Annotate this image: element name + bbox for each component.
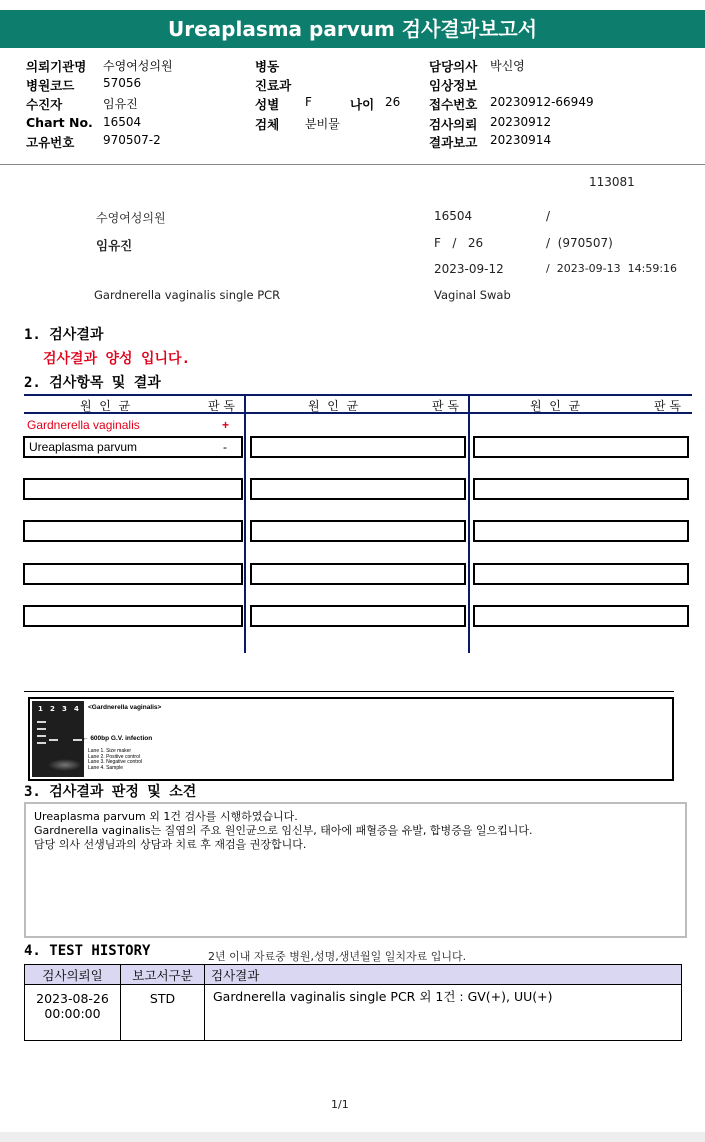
- empty-result-box: [23, 605, 243, 627]
- empty-result-box: [23, 478, 243, 500]
- info-value-institution: 수영여성의원: [103, 59, 173, 73]
- info-value-age: 26: [385, 95, 401, 109]
- info-label-age: 나이: [350, 97, 375, 112]
- empty-result-box: [473, 563, 689, 585]
- meta-birth: / (970507): [546, 236, 613, 250]
- history-date: 2023-08-26: [36, 991, 109, 1006]
- info-label-department: 진료과: [255, 78, 292, 93]
- report-title: Ureaplasma parvum 검사결과보고서: [0, 10, 705, 48]
- gel-electrophoresis-panel: [28, 697, 674, 781]
- result-row-ureaplasma: [23, 436, 243, 458]
- meta-date-request: 2023-09-12: [434, 262, 504, 276]
- result-judge: -: [223, 440, 227, 454]
- info-value-patient: 임유진: [103, 97, 138, 111]
- results-col-divider-2: [468, 394, 470, 653]
- history-result: Gardnerella vaginalis single PCR 외 1건 : GV(+), UU(+): [205, 985, 682, 1041]
- gel-top-line: [24, 691, 674, 692]
- col-header-pathogen-2: 원 인 균: [308, 399, 359, 413]
- page-number: 1/1: [331, 1098, 349, 1111]
- findings-box: [24, 802, 687, 938]
- col-header-judge-2: 판 독: [432, 399, 459, 413]
- col-header-pathogen-1: 원 인 균: [80, 399, 131, 413]
- info-value-sex: F: [305, 95, 312, 109]
- info-value-doctor: 박신영: [490, 59, 525, 73]
- result-name: Ureaplasma parvum: [29, 440, 138, 454]
- info-label-institution: 의뢰기관명: [26, 59, 87, 74]
- info-value-unique-no: 970507-2: [103, 133, 161, 147]
- meta-slash: /: [546, 209, 551, 223]
- empty-result-box: [23, 520, 243, 542]
- gel-band: [37, 728, 46, 730]
- finding-line: Ureaplasma parvum 외 1건 검사를 시행하였습니다.: [34, 810, 298, 823]
- footer-bar: [0, 1132, 705, 1142]
- gel-band: [37, 742, 46, 744]
- meta-sex-age: F / 26: [434, 236, 484, 250]
- info-label-unique-no: 고유번호: [26, 135, 75, 150]
- info-value-report-date: 20230914: [490, 133, 552, 147]
- table-row: [25, 985, 682, 1041]
- meta-hospital: 수영여성의원: [96, 211, 166, 225]
- section1-heading: 1. 검사결과: [24, 327, 104, 343]
- col-header-pathogen-3: 원 인 균: [530, 399, 581, 413]
- gel-marker-label: ← 600bp G.V. infection: [82, 735, 153, 742]
- meta-test-name: Gardnerella vaginalis single PCR: [94, 288, 281, 302]
- gel-band: [73, 739, 82, 741]
- results-col-divider-1: [244, 394, 246, 653]
- gel-legend: Lane 1. Size maker Lane 2. Positive control Lane 3. Negative control Lane 4. Sample: [88, 748, 143, 771]
- results-table-top-line: [24, 394, 692, 396]
- info-label-request-date: 검사의뢰: [429, 117, 478, 132]
- empty-result-box: [473, 478, 689, 500]
- meta-date-report: / 2023-09-13 14:59:16: [546, 262, 678, 275]
- gel-image: [32, 701, 84, 777]
- col-header-judge-1: 판 독: [208, 399, 235, 413]
- empty-result-box: [250, 436, 466, 458]
- info-label-specimen: 검체: [255, 117, 280, 132]
- gel-band: [49, 739, 58, 741]
- history-note: 2년 이내 자료중 병원,성명,생년월일 일치자료 입니다.: [208, 950, 467, 963]
- empty-result-box: [23, 563, 243, 585]
- finding-line: 담당 의사 선생님과의 상담과 치료 후 재검을 권장합니다.: [34, 838, 307, 851]
- lane-number: 1: [38, 705, 43, 713]
- empty-result-box: [473, 436, 689, 458]
- lane-number: 2: [50, 705, 55, 713]
- meta-code: 113081: [589, 175, 635, 189]
- history-col-request-date: 검사의뢰일: [25, 965, 121, 985]
- info-label-receipt-no: 접수번호: [429, 97, 478, 112]
- gel-primer-smear: [48, 759, 82, 771]
- empty-result-box: [250, 563, 466, 585]
- info-label-chart-no: Chart No.: [26, 115, 93, 130]
- info-label-report-date: 결과보고: [429, 135, 478, 150]
- lane-number: 4: [74, 705, 79, 713]
- section3-heading: 3. 검사결과 판정 및 소견: [24, 784, 197, 800]
- test-history-table: [24, 964, 682, 1041]
- info-label-patient: 수진자: [26, 97, 63, 112]
- history-time: 00:00:00: [44, 1006, 101, 1021]
- history-col-report-type: 보고서구분: [121, 965, 205, 985]
- section4-heading: 4. TEST HISTORY: [24, 943, 151, 959]
- empty-result-box: [250, 605, 466, 627]
- col-header-judge-3: 판 독: [654, 399, 681, 413]
- empty-result-box: [250, 520, 466, 542]
- history-col-result: 검사결과: [205, 965, 682, 985]
- info-label-sex: 성별: [255, 97, 280, 112]
- positive-result-message: 검사결과 양성 입니다.: [43, 351, 191, 367]
- gel-band: [37, 735, 46, 737]
- finding-line: Gardnerella vaginalis는 질염의 주요 원인균으로 임신부, 태아에 패혈증을 유발, 합병증을 일으킵니다.: [34, 824, 533, 837]
- info-label-ward: 병동: [255, 59, 280, 74]
- info-value-specimen: 분비물: [305, 117, 340, 131]
- info-value-receipt-no: 20230912-66949: [490, 95, 594, 109]
- info-value-request-date: 20230912: [490, 115, 552, 129]
- meta-specimen: Vaginal Swab: [434, 288, 511, 302]
- empty-result-box: [473, 520, 689, 542]
- empty-result-box: [250, 478, 466, 500]
- info-label-doctor: 담당의사: [429, 59, 478, 74]
- lane-number: 3: [62, 705, 67, 713]
- result-row-gardnerella: [27, 418, 241, 436]
- info-label-hospital-code: 병원코드: [26, 78, 75, 93]
- meta-patient: 임유진: [96, 238, 133, 253]
- history-date-cell: [25, 985, 121, 1041]
- history-type: STD: [121, 985, 205, 1041]
- info-label-clinical-info: 임상정보: [429, 78, 478, 93]
- gel-band: [37, 721, 46, 723]
- result-judge: +: [221, 418, 229, 432]
- gel-title: <Gardnerella vaginalis>: [88, 704, 162, 711]
- result-name: Gardnerella vaginalis: [27, 418, 140, 432]
- meta-chart: 16504: [434, 209, 473, 223]
- section2-heading: 2. 검사항목 및 결과: [24, 375, 161, 391]
- header-divider: [0, 164, 705, 165]
- info-value-hospital-code: 57056: [103, 76, 142, 90]
- empty-result-box: [473, 605, 689, 627]
- info-value-chart-no: 16504: [103, 115, 142, 129]
